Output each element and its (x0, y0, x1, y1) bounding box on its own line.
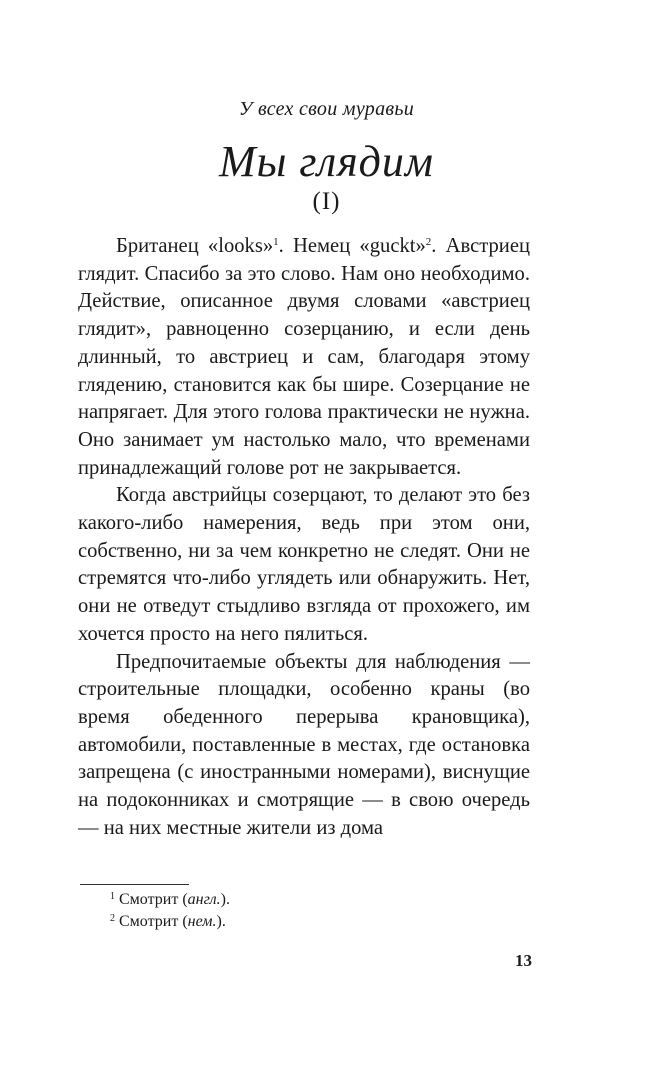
paragraph-1-text-b: . Немец «guckt» (278, 235, 426, 257)
chapter-title: Мы глядим (218, 137, 434, 186)
page-number: 13 (515, 951, 532, 970)
footnote-divider (80, 884, 189, 885)
paragraph-1 (78, 233, 530, 482)
footnote-2-language: нем. (187, 913, 217, 930)
footnote-ref-1: 1 (273, 236, 279, 248)
chapter-part-number: (I) (312, 188, 341, 215)
footnote-2-number: 2 (110, 913, 115, 924)
footnote-2-text: Смотрит ( (119, 913, 188, 930)
running-header: У всех свои муравьи (238, 98, 415, 120)
footnote-2 (110, 911, 530, 933)
footnote-1 (110, 889, 530, 911)
footnotes (110, 889, 530, 933)
paragraph-1-text-c: . Австриец глядит. Спасибо за это слово. Нам оно необходимо. Действие, описанное двумя словами «австриец глядит», равноценно созерцанию, и если день длинный, то австриец и сам, благодаря этому глядению, становится как бы шире. Созерцание не напрягает. Для этого голова практически не нужна. Оно занимает ум настолько мало, что временами принадлежащий голове рот не закрывается. (78, 235, 530, 479)
footnote-1-number: 1 (110, 891, 115, 902)
paragraph-3: Предпочитаемые объекты для наблюдения — строительные площадки, особенно краны (во время обеденного перерыва крановщика), автомобили, поставленные в местах, где остановка запрещена (с иностранными номерами), виснущие на подоконниках и смотрящие — в свою очередь — на них местные жители из дома (78, 650, 530, 839)
footnote-ref-2: 2 (425, 236, 432, 248)
body-text (78, 233, 530, 842)
paragraph-1-text-a: Британец «looks» (116, 235, 274, 257)
footnote-2-close: ). (216, 913, 226, 930)
footnote-1-text: Смотрит ( (119, 891, 188, 908)
paragraph-2: Когда австрийцы созерцают, то делают это без какого-либо намерения, ведь при этом они, собственно, ни за чем конкретно не следят. Они не стремятся что-либо углядеть или обнаружить. Нет, они не отведут стыдливо взгляда от прохожего, им хочется просто на него пялиться. (78, 484, 530, 645)
footnote-1-language: англ. (187, 891, 221, 908)
footnote-1-close: ). (220, 891, 230, 908)
